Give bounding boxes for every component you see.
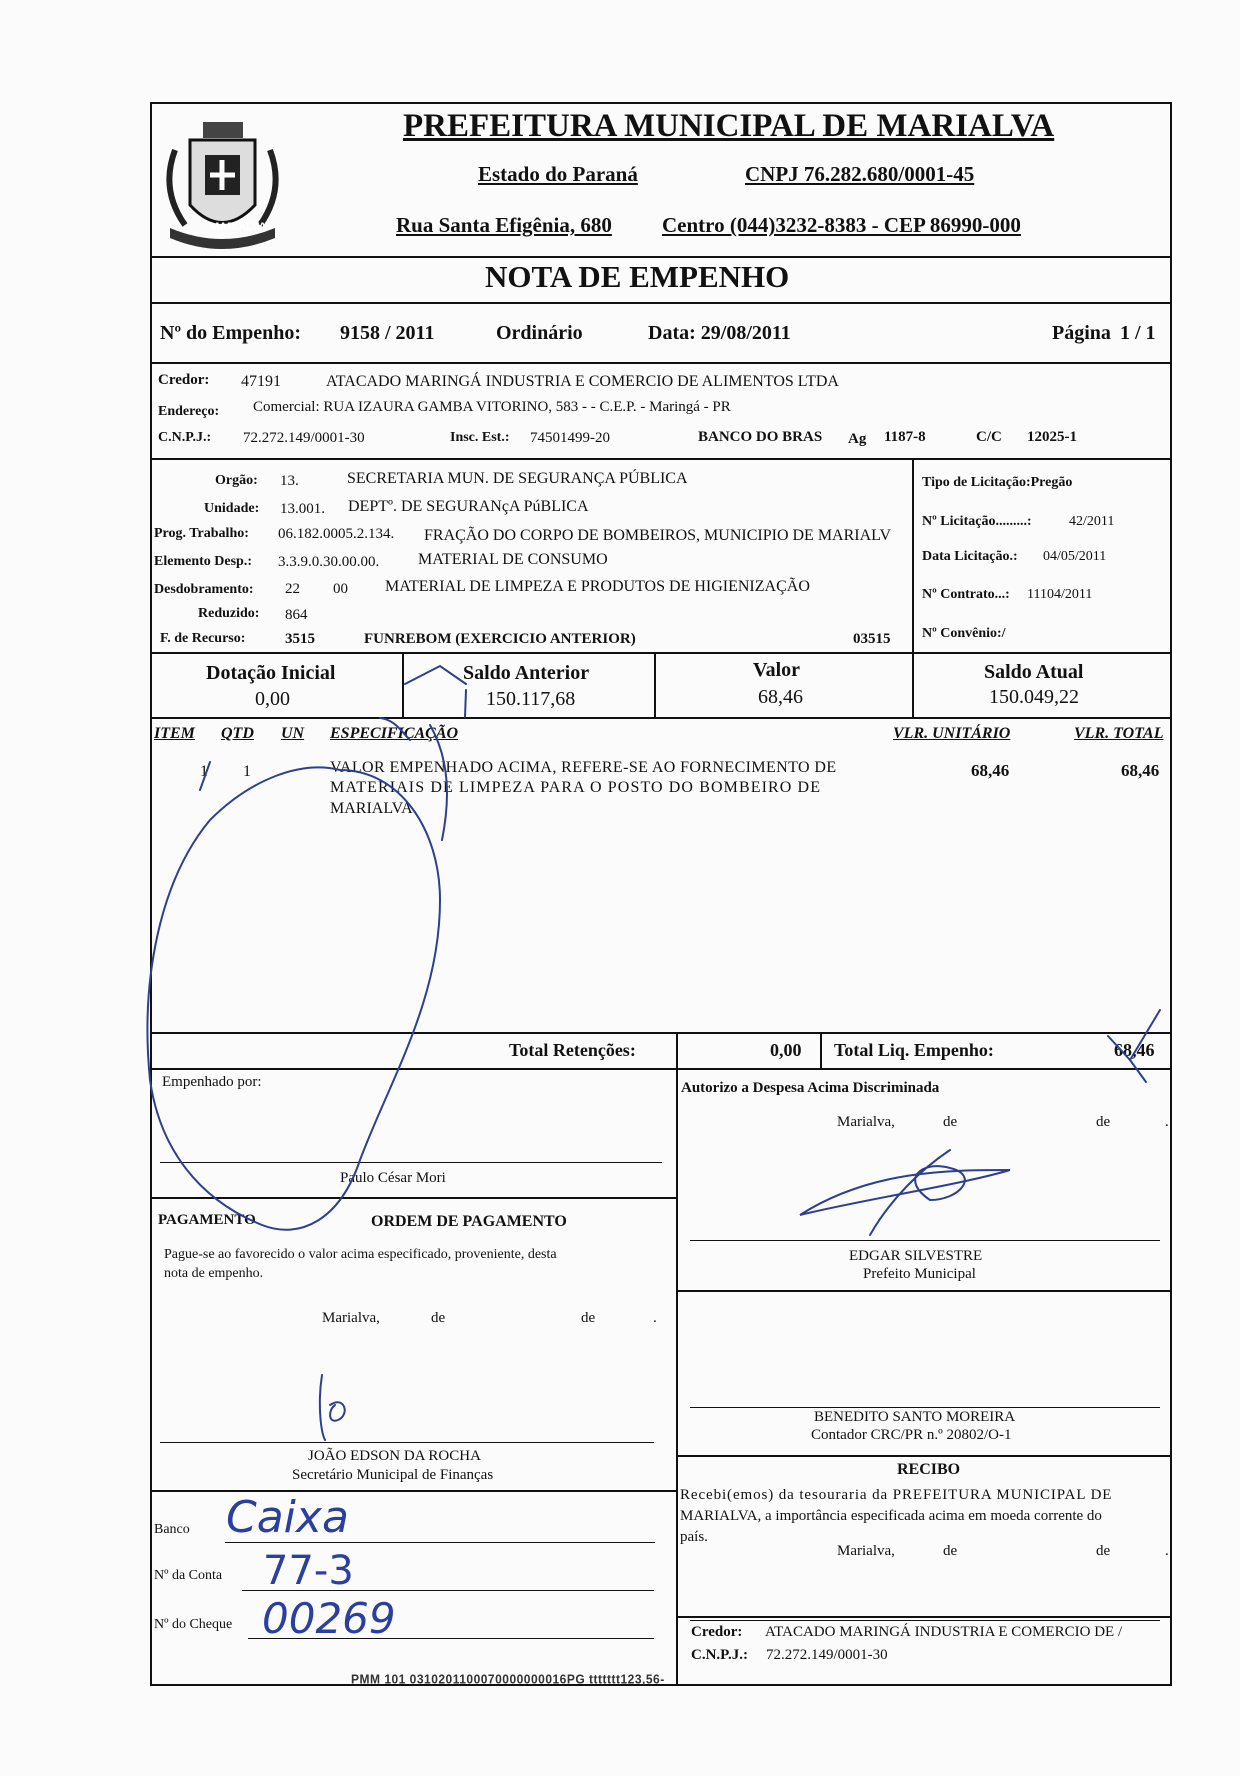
- state-name: Estado do Paraná: [478, 162, 638, 186]
- contrato-label: Nº Contrato...:: [922, 587, 1010, 602]
- prefeito-name: EDGAR SILVESTRE: [849, 1248, 983, 1264]
- ordem-pagamento-title: ORDEM DE PAGAMENTO: [371, 1213, 567, 1230]
- rule: [150, 1197, 678, 1199]
- footer-cnpj: 72.272.149/0001-30: [766, 1647, 888, 1663]
- rule: [402, 652, 404, 717]
- recibo-text3: país.: [680, 1529, 708, 1545]
- credor-code: 47191: [241, 373, 281, 390]
- retencoes-label: Total Retenções:: [509, 1040, 636, 1060]
- item-number: 1: [200, 763, 208, 780]
- address-label: Endereço:: [158, 404, 220, 419]
- unidade-name: DEPTº. DE SEGURANçA PúBLICA: [348, 498, 589, 515]
- city-cnpj: CNPJ 76.282.680/0001-45: [745, 162, 975, 186]
- recibo-title: RECIBO: [897, 1461, 961, 1478]
- contrato-number: 11104/2011: [1027, 587, 1093, 602]
- secretario-role: Secretário Municipal de Finanças: [292, 1467, 494, 1483]
- bottom-code: PMM 101 0310201100070000000016PG ttttttt123,56-: [351, 1671, 665, 1687]
- cc-label: C/C: [976, 429, 1002, 445]
- pagamento-de2: de: [581, 1310, 596, 1326]
- unidade-label: Unidade:: [204, 501, 260, 516]
- banco-value: Caixa: [226, 1492, 349, 1543]
- recibo-text1: Recebi(emos) da tesouraria da PREFEITURA MUNICIPAL DE: [680, 1487, 1113, 1503]
- saldo-atual-label: Saldo Atual: [984, 661, 1084, 683]
- signature-line: [160, 1442, 654, 1443]
- fonte-name: FUNREBOM (EXERCICIO ANTERIOR): [364, 631, 636, 647]
- contador-name: BENEDITO SANTO MOREIRA: [814, 1409, 1016, 1425]
- valor-value: 68,46: [758, 686, 803, 708]
- col-un-header: UN: [281, 725, 305, 742]
- footer-credor-label: Credor:: [691, 1624, 743, 1640]
- recibo-text2: MARIALVA, a importância especificada acima em moeda corrente do: [680, 1508, 1102, 1524]
- cheque-value: 00269: [262, 1594, 396, 1643]
- signature-line: [160, 1162, 662, 1163]
- cnpj-label: C.N.P.J.:: [158, 430, 212, 445]
- reduzido-label: Reduzido:: [198, 606, 260, 621]
- pagamento-de1: de: [431, 1310, 446, 1326]
- pagamento-dot: .: [653, 1310, 657, 1326]
- rule: [912, 652, 914, 717]
- conta-value: 77-3: [263, 1548, 354, 1594]
- item-spec-line2: MATERIAIS DE LIMPEZA PARA O POSTO DO BOMBEIRO DE: [330, 779, 822, 796]
- address-street: Rua Santa Efigênia, 680: [396, 213, 612, 237]
- item-qtd: 1: [243, 763, 251, 780]
- fonte-code: 3515: [285, 631, 315, 647]
- rule: [678, 1290, 1172, 1292]
- conta-label: Nº da Conta: [154, 1568, 223, 1583]
- autorizo-de1: de: [943, 1114, 958, 1130]
- col-total-header: VLR. TOTAL: [1074, 725, 1164, 742]
- autorizo-de2: de: [1096, 1114, 1111, 1130]
- fonte-number: 03515: [853, 631, 891, 647]
- reduzido-value: 864: [285, 607, 308, 623]
- autorizo-city: Marialva,: [837, 1114, 895, 1130]
- rule: [150, 1068, 1172, 1070]
- orgao-name: SECRETARIA MUN. DE SEGURANÇA PÚBLICA: [347, 470, 688, 487]
- licitacao-date-label: Data Licitação.:: [922, 549, 1018, 564]
- rule: [150, 717, 1172, 719]
- prog-code: 06.182.0005.2.134.: [278, 526, 395, 542]
- tipo-licitacao: Tipo de Licitação:Pregão: [922, 475, 1073, 490]
- total-liq-label: Total Liq. Empenho:: [834, 1040, 994, 1060]
- credor-label: Credor:: [158, 372, 210, 388]
- desdobramento-b: 00: [333, 581, 348, 597]
- prog-name: FRAÇÃO DO CORPO DE BOMBEIROS, MUNICIPIO DE MARIALV: [424, 527, 892, 544]
- pagamento-box-label: PAGAMENTO: [158, 1212, 256, 1228]
- fonte-label: F. de Recurso:: [160, 631, 246, 646]
- pagamento-text2: nota de empenho.: [164, 1266, 264, 1281]
- pagamento-city: Marialva,: [322, 1310, 380, 1326]
- col-qtd-header: QTD: [221, 725, 254, 742]
- signature-line: [690, 1240, 1160, 1241]
- orgao-code: 13.: [280, 473, 299, 489]
- item-unit-value: 68,46: [971, 761, 1010, 780]
- coat-of-arms-icon: [155, 110, 290, 255]
- pagamento-text1: Pague-se ao favorecido o valor acima especificado, proveniente, desta: [164, 1247, 557, 1262]
- empenho-date: Data: 29/08/2011: [648, 322, 791, 344]
- valor-label: Valor: [753, 659, 801, 681]
- rule: [150, 256, 1172, 258]
- item-spec-line3: MARIALVA.: [330, 800, 417, 817]
- desdobramento-label: Desdobramento:: [154, 582, 254, 597]
- rule: [150, 362, 1172, 364]
- licitacao-number-label: Nº Licitação.........:: [922, 514, 1032, 529]
- saldo-anterior-label: Saldo Anterior: [463, 662, 590, 684]
- col-unit-header: VLR. UNITÁRIO: [893, 725, 1011, 742]
- banco-label: Banco: [154, 1522, 190, 1537]
- item-spec-line1: VALOR EMPENHADO ACIMA, REFERE-SE AO FORNECIMENTO DE: [330, 759, 837, 776]
- empenhado-label: Empenhado por:: [162, 1074, 262, 1090]
- empenho-label: Nº do Empenho:: [160, 322, 302, 344]
- doc-title: NOTA DE EMPENHO: [485, 259, 790, 294]
- licitacao-date: 04/05/2011: [1043, 549, 1107, 564]
- elemento-code: 3.3.9.0.30.00.00.: [278, 554, 380, 570]
- recibo-de1: de: [943, 1543, 958, 1559]
- rule: [820, 1032, 822, 1068]
- cheque-label: Nº do Cheque: [154, 1617, 233, 1632]
- address-contact: Centro (044)3232-8383 - CEP 86990-000: [662, 213, 1021, 237]
- footer-credor-name: ATACADO MARINGÁ INDUSTRIA E COMERCIO DE /: [765, 1624, 1123, 1640]
- prog-label: Prog. Trabalho:: [154, 526, 249, 541]
- credor-address: Comercial: RUA IZAURA GAMBA VITORINO, 583 - - C.E.P. - Maringá - PR: [253, 399, 731, 415]
- page-title: PREFEITURA MUNICIPAL DE MARIALVA: [403, 108, 1055, 144]
- credor-cnpj: 72.272.149/0001-30: [243, 430, 365, 446]
- rule: [150, 652, 1172, 654]
- rule: [676, 1032, 678, 1686]
- rule: [150, 302, 1172, 304]
- rule: [150, 1032, 1172, 1034]
- recibo-dot: .: [1165, 1543, 1169, 1559]
- autorizo-label: Autorizo a Despesa Acima Discriminada: [681, 1080, 940, 1096]
- signature-line: [690, 1620, 1160, 1621]
- orgao-label: Orgão:: [215, 473, 258, 488]
- ag-label: Ag: [848, 431, 867, 447]
- rule: [678, 1455, 1172, 1457]
- signature-line: [690, 1407, 1160, 1408]
- empenho-number: 9158 / 2011: [340, 322, 435, 344]
- col-item-header: ITEM: [154, 725, 195, 742]
- total-liq-value: 68,46: [1114, 1040, 1155, 1060]
- rule: [678, 1616, 1172, 1618]
- dotacao-value: 0,00: [255, 688, 290, 710]
- footer-cnpj-label: C.N.P.J.:: [691, 1647, 748, 1663]
- insc-label: Insc. Est.:: [450, 430, 510, 445]
- secretario-name: JOÃO EDSON DA ROCHA: [308, 1448, 481, 1464]
- retencoes-value: 0,00: [770, 1040, 802, 1060]
- autorizo-dot: .: [1165, 1114, 1169, 1130]
- rule: [150, 458, 1172, 460]
- bank-name: BANCO DO BRAS: [698, 429, 823, 445]
- rule: [912, 458, 914, 652]
- page-label: Página: [1052, 322, 1111, 344]
- recibo-de2: de: [1096, 1543, 1111, 1559]
- rule: [654, 652, 656, 717]
- elemento-label: Elemento Desp.:: [154, 554, 252, 569]
- convenio: Nº Convênio:/: [922, 626, 1006, 641]
- contador-role: Contador CRC/PR n.º 20802/O-1: [811, 1427, 1012, 1443]
- desdobramento-name: MATERIAL DE LIMPEZA E PRODUTOS DE HIGIENIZAÇÃO: [385, 578, 810, 595]
- credor-insc: 74501499-20: [530, 430, 610, 446]
- ag-number: 1187-8: [884, 429, 926, 445]
- empenho-type: Ordinário: [496, 322, 583, 344]
- unidade-code: 13.001.: [280, 501, 325, 517]
- recibo-city: Marialva,: [837, 1543, 895, 1559]
- licitacao-number: 42/2011: [1069, 514, 1115, 529]
- cc-number: 12025-1: [1027, 429, 1077, 445]
- saldo-atual-value: 150.049,22: [989, 686, 1079, 708]
- col-spec-header: ESPECIFICAÇÃO: [330, 725, 459, 742]
- item-total-value: 68,46: [1121, 761, 1160, 780]
- dotacao-label: Dotação Inicial: [206, 662, 336, 684]
- desdobramento-a: 22: [285, 581, 300, 597]
- prefeito-role: Prefeito Municipal: [863, 1266, 976, 1282]
- coat-banner-text: MARIALVA: [210, 221, 267, 233]
- saldo-anterior-value: 150.117,68: [486, 688, 576, 710]
- empenhado-name: Paulo César Mori: [340, 1170, 446, 1186]
- elemento-name: MATERIAL DE CONSUMO: [418, 551, 608, 568]
- page-number: 1 / 1: [1120, 322, 1156, 344]
- credor-name: ATACADO MARINGÁ INDUSTRIA E COMERCIO DE ALIMENTOS LTDA: [326, 373, 839, 390]
